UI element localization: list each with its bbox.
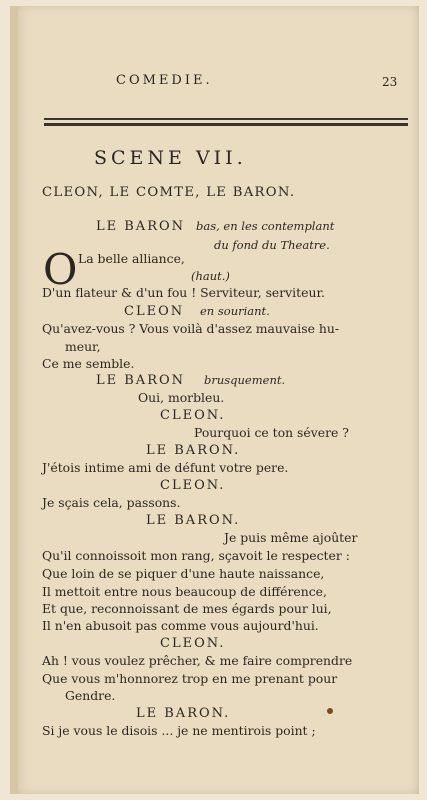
verse-line: Je puis même ajoûter xyxy=(224,530,358,545)
speaker-label: LE BARON. xyxy=(146,513,241,528)
speaker-label: LE BARON. xyxy=(136,706,231,721)
verse-line: Ah ! vous voulez prêcher, & me faire comprendre xyxy=(42,653,353,668)
verse-line: Et que, reconnoissant de mes égards pour lui, xyxy=(42,601,332,616)
stage-direction: du fond du Theatre. xyxy=(214,238,330,252)
header-rule-top xyxy=(44,118,408,120)
stage-direction: en souriant. xyxy=(200,304,270,318)
speaker-label: LE BARON xyxy=(96,219,186,234)
drop-capital: O xyxy=(43,245,78,294)
speaker-label: CLEON xyxy=(124,304,185,319)
stage-direction: (haut.) xyxy=(191,269,230,283)
verse-line: D'un flateur & d'un fou ! Serviteur, serviteur. xyxy=(42,285,325,300)
scene-title: SCENE VII. xyxy=(94,147,247,169)
verse-line: J'étois intime ami de défunt votre pere. xyxy=(42,460,289,475)
speaker-label: CLEON. xyxy=(160,478,226,493)
stage-direction: brusquement. xyxy=(204,373,286,387)
page-gutter xyxy=(10,6,18,794)
verse-line: Que vous m'honnorez trop en me prenant pour xyxy=(42,671,338,686)
ink-blot xyxy=(327,708,333,714)
characters-on-stage: CLEON, LE COMTE, LE BARON. xyxy=(42,185,296,200)
speaker-label: LE BARON xyxy=(96,373,186,388)
verse-line: Oui, morbleu. xyxy=(138,390,225,405)
verse-line: Que loin de se piquer d'une haute naissance, xyxy=(42,566,325,581)
running-head: COMEDIE. xyxy=(116,73,213,88)
stage-direction: bas, en les contemplant xyxy=(196,219,335,233)
speaker-label: LE BARON. xyxy=(146,443,241,458)
verse-line: Qu'il connoissoit mon rang, sçavoit le respecter : xyxy=(42,548,350,563)
page-number: 23 xyxy=(382,75,398,89)
verse-line: meur, xyxy=(65,339,101,354)
book-page xyxy=(10,6,419,794)
verse-line: Il n'en abusoit pas comme vous aujourd'hui. xyxy=(42,618,319,633)
verse-line: Il mettoit entre nous beaucoup de différence, xyxy=(42,584,327,599)
verse-line: Si je vous le disois ... je ne mentirois point ; xyxy=(42,723,316,738)
verse-line: Gendre. xyxy=(65,688,116,703)
verse-line: Je sçais cela, passons. xyxy=(42,495,181,510)
verse-line: Pourquoi ce ton sévere ? xyxy=(194,425,349,440)
speaker-label: CLEON. xyxy=(160,636,226,651)
header-rule-bottom xyxy=(44,123,408,126)
speaker-label: CLEON. xyxy=(160,408,226,423)
verse-line: Qu'avez-vous ? Vous voilà d'assez mauvaise hu- xyxy=(42,321,340,336)
verse-line: La belle alliance, xyxy=(78,251,185,266)
verse-line: Ce me semble. xyxy=(42,356,135,371)
